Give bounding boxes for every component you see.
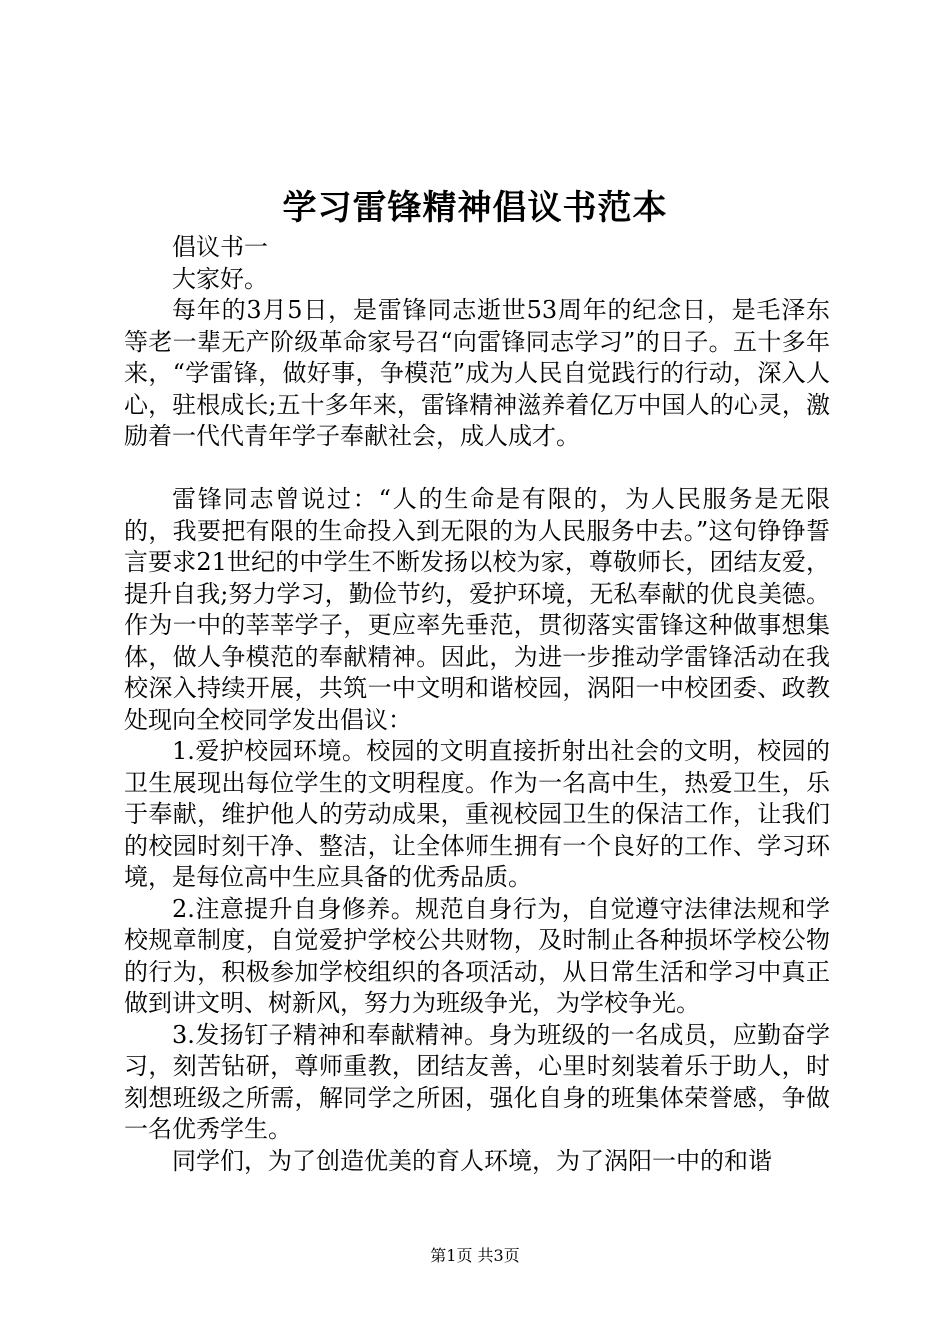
paragraph-intro: 每年的3月5日，是雷锋同志逝世53周年的纪念日，是毛泽东等老一辈无产阶级革命家号召“向雷锋同志学习”的日子。五十多年来，“学雷锋，做好事，争模范”成为人民自觉践行的行动，深入人心，驻根成长;五十多年来，雷锋精神滋养着亿万中国人的心灵，激励着一代代青年学子奉献社会，成人成才。 (124, 296, 830, 450)
paragraph-salutation-header: 倡议书一 (172, 233, 268, 261)
paragraph-closing: 同学们，为了创造优美的育人环境，为了涡阳一中的和谐 (172, 1146, 772, 1175)
paragraph-greeting: 大家好。 (172, 264, 268, 293)
paragraph-quote: 雷锋同志曾说过：“人的生命是有限的，为人民服务是无限的，我要把有限的生命投入到无限的为人民服务中去。”这句铮铮誓言要求21世纪的中学生不断发扬以校为家，尊敬师长，团结友爱，提升自我;努力学习，勤俭节约，爱护环境，无私奉献的优良美德。作为一中的莘莘学子，更应率先垂范，贯彻落实雷锋这种做事想集体，做人争模范的奉献精神。因此，为进一步推动学雷锋活动在我校深入持续开展，共筑一中文明和谐校园，涡阳一中校团委、政教处现向全校同学发出倡议： (124, 485, 830, 734)
paragraph-item-1: 1.爱护校园环境。校园的文明直接折射出社会的文明，校园的卫生展现出每位学生的文明程度。作为一名高中生，热爱卫生，乐于奉献，维护他人的劳动成果，重视校园卫生的保洁工作，让我们的校园时刻干净、整洁，让全体师生拥有一个良好的工作、学习环境，是每位高中生应具备的优秀品质。 (124, 737, 830, 891)
document-title: 学习雷锋精神倡议书范本 (282, 188, 668, 228)
paragraph-item-2: 2.注意提升自身修养。规范自身行为，自觉遵守法律法规和学校规章制度，自觉爱护学校公共财物，及时制止各种损坏学校公物的行为，积极参加学校组织的各项活动，从日常生活和学习中真正做到讲文明、树新风，努力为班级争光，为学校争光。 (124, 894, 830, 1017)
paragraph-item-3: 3.发扬钉子精神和奉献精神。身为班级的一名成员，应勤奋学习，刻苦钻研，尊师重教，团结友善，心里时刻装着乐于助人，时刻想班级之所需，解同学之所困，强化自身的班集体荣誉感，争做一名优秀学生。 (124, 1020, 830, 1143)
page-number-footer: 第1页 共3页 (430, 1246, 520, 1265)
document-body (124, 232, 830, 1177)
